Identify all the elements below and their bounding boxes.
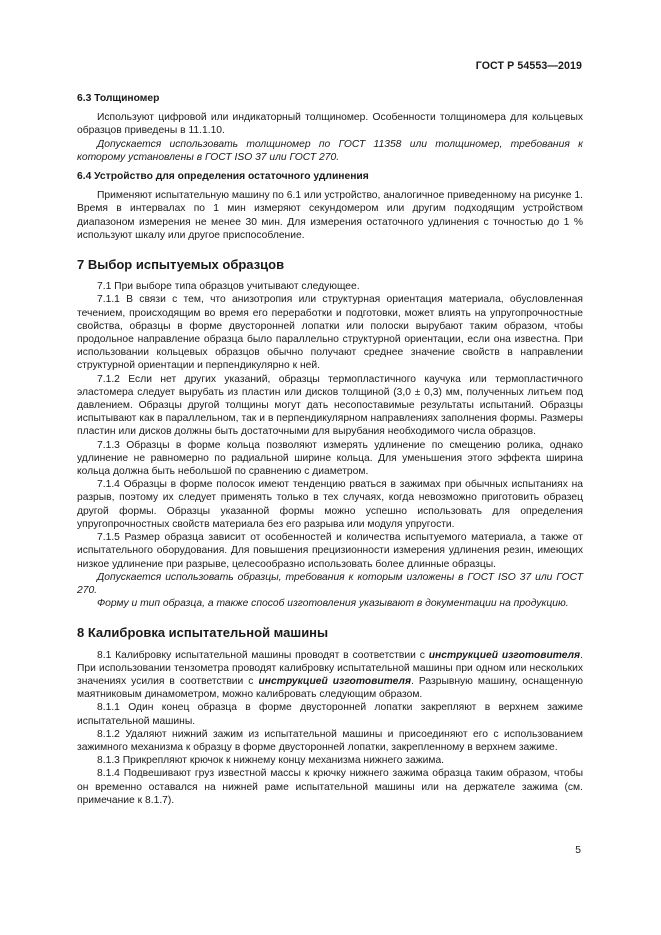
clause-8-1-part-a: 8.1 Калибровку испытательной машины проводят в соответствии с <box>97 649 429 661</box>
page-content <box>77 92 583 807</box>
clause-7-1-5: 7.1.5 Размер образца зависит от особенностей и количества испытуемого материала, а также от испытательного оборудования. Для повышения прецизионности измерения удлинения резин, имеющих низкое удлинение при разрыве, целесообразно использовать более длинные образцы. <box>77 532 583 570</box>
clause-8-1-part-e: . Разрывную машину, оснащенную маятниковым динамометром, можно калибровать следующим образом. <box>77 675 583 701</box>
clause-8-1-part-c: . При использовании тензометра проводят калибровку испытательной машины при одном или нескольких значениях усилия в соответствии с <box>77 649 583 687</box>
clause-7-1-1: 7.1.1 В связи с тем, что анизотропия или структурная ориентация материала, обусловленная течением, происходящим во время его переработки и подготовки, может влиять на упругопрочностные свойства, образцы в форме двусторонней лопатки или полоски вырубают таким образом, чтобы продольное направление образца было параллельно структурной ориентации, если она известна. При использовании кольцевых образцов обычно получают среднее значение свойств в направлении структурной ориентации и перпендикулярно к ней. <box>77 294 583 372</box>
clause-7-1-2: 7.1.2 Если нет других указаний, образцы термопластичного каучука или термопластичного эластомера следует вырубать из пластин или дисков толщиной (3,0 ± 0,3) мм, полученных литьем под давлением. Образцы другой толщины могут дать несопоставимые результаты испытаний. Образцы испытывают как в параллельном, так и в перпендикулярном направлениях заполнения формы. Размеры пластин или дисков должны быть достаточными для вырубания необходимого числа образцов. <box>77 373 583 438</box>
clause-8-1-3: 8.1.3 Прикрепляют крючок к нижнему концу механизма нижнего зажима. <box>97 755 445 767</box>
clause-8-1-emphasis-1: инструкцией изготовителя <box>428 649 581 661</box>
clause-8-1-1: 8.1.1 Один конец образца в форме двусторонней лопатки закрепляют в верхнем зажиме испытательной машины. <box>77 702 583 727</box>
section-8-heading: 8 Калибровка испытательной машины <box>77 625 329 641</box>
clause-8-1-2: 8.1.2 Удаляют нижний зажим из испытательной машины и присоединяют его с использованием зажимного механизма к образцу в форме двусторонней лопатки, закрепленному в верхнем зажиме. <box>77 728 583 753</box>
section-7-heading: 7 Выбор испытуемых образцов <box>77 257 285 273</box>
clause-7-1: 7.1 При выборе типа образцов учитывают следующее. <box>97 281 360 293</box>
section-6-4-heading: 6.4 Устройство для определения остаточного удлинения <box>77 171 369 183</box>
section-6-3-text: Используют цифровой или индикаторный толщиномер. Особенности толщиномера для кольцевых образцов приведены в 11.1.10. <box>77 112 583 137</box>
section-7-note-1: Допускается использовать образцы, требования к которым изложены в ГОСТ ISO 37 или ГОСТ 270. <box>77 571 583 596</box>
clause-7-1-4: 7.1.4 Образцы в форме полосок имеют тенденцию рваться в зажимах при обычных испытаниях на разрыв, поэтому их следует применять только в тех случаях, когда невозможно приготовить образец другой формы. Образцы указанной формы можно успешно использовать для определения упругопрочностных свойств материала без его разрыва или модуля упругости. <box>77 479 583 530</box>
clause-8-1 <box>77 649 583 702</box>
clause-7-1-3: 7.1.3 Образцы в форме кольца позволяют измерять удлинение по смещению ролика, однако удлинение не равномерно по радиальной ширине кольца. Для уменьшения этого эффекта ширина кольца должна быть небольшой по сравнению с диаметром. <box>77 439 583 478</box>
section-7-note-2: Форму и тип образца, а также способ изготовления указывают в документации на продукцию. <box>97 598 569 610</box>
section-6-3-heading: 6.3 Толщиномер <box>77 93 160 104</box>
page-number: 5 <box>575 845 581 856</box>
standard-header: ГОСТ Р 54553—2019 <box>475 60 582 72</box>
clause-8-1-emphasis-2: инструкцией изготовителя <box>258 675 412 687</box>
clause-8-1-4: 8.1.4 Подвешивают груз известной массы к крючку нижнего зажима образца таким образом, чтобы он временно оставался на нижней раме испытательной машины или на держателе зажима (см. примечание к 8.1.7). <box>77 768 583 806</box>
section-6-4-text: Применяют испытательную машину по 6.1 или устройство, аналогичное приведенному на рисунке 1. Время в интервалах по 1 мин измеряют секундомером или другим подходящим устройством диапазоном измерения не менее 30 мин. Для измерения остаточного удлинения с точностью до 1 % используют шкалу или другое приспособление. <box>77 190 583 241</box>
section-6-3-note: Допускается использовать толщиномер по ГОСТ 11358 или толщиномер, требования к которому установлены в ГОСТ ISO 37 или ГОСТ 270. <box>77 138 583 163</box>
